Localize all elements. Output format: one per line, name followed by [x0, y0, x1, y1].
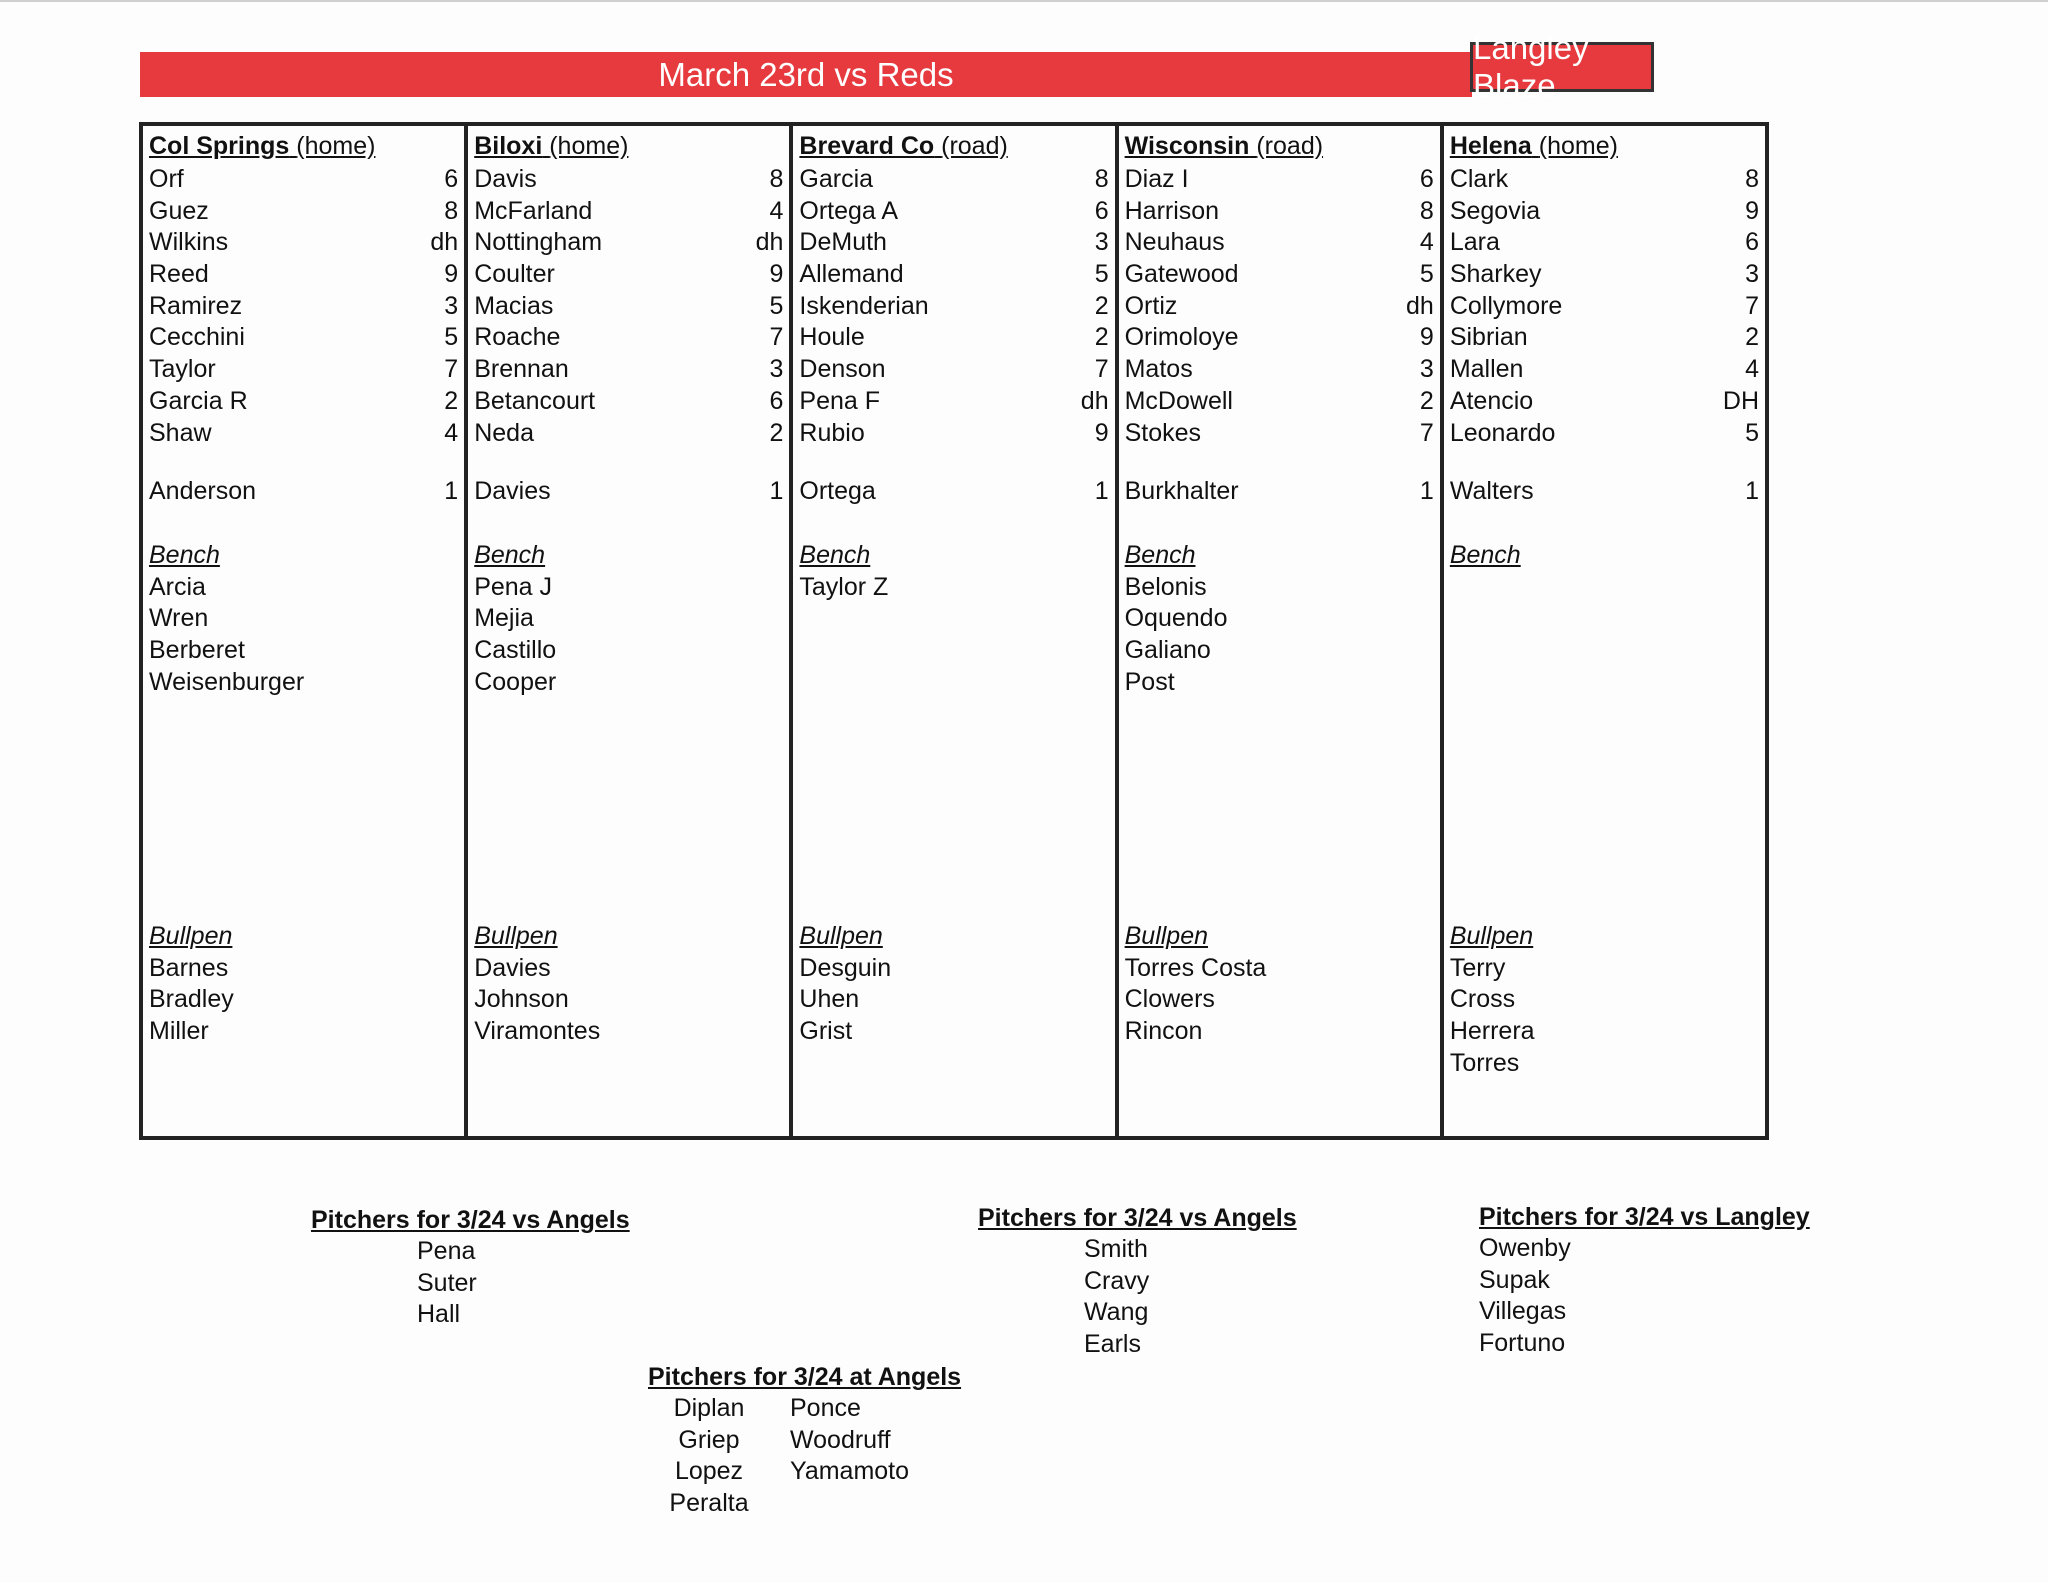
player-position: dh — [1080, 386, 1109, 415]
batting-lineup — [1125, 164, 1434, 449]
bench-section — [474, 540, 783, 699]
player-name: Matos — [1124, 355, 1193, 384]
bullpen-player: Rincon — [1124, 1017, 1203, 1046]
player-name: Diaz I — [1124, 165, 1189, 193]
player-position: 7 — [769, 323, 784, 352]
lineup-row — [1125, 386, 1434, 418]
pitcher-name: Fortuno — [1479, 1328, 1566, 1357]
player-position: 6 — [769, 386, 784, 415]
pitcher-name: Hall — [417, 1300, 461, 1328]
player-name: Roache — [474, 323, 561, 352]
bench-player: Taylor Z — [799, 572, 889, 601]
bench-player: Weisenburger — [149, 667, 305, 696]
bullpen-player: Viramontes — [474, 1017, 601, 1046]
player-position: 6 — [444, 165, 459, 193]
team-venue: (home) — [296, 132, 376, 160]
pitcher-position: 1 — [444, 477, 459, 505]
bench-player: Galiano — [1124, 636, 1211, 665]
lineup-row — [799, 227, 1108, 259]
player-name: Shaw — [149, 418, 212, 447]
pitcher-name: Burkhalter — [1124, 477, 1239, 505]
player-name: Guez — [149, 196, 209, 225]
pitchers-heading: Pitchers for 3/24 vs Langley — [1479, 1203, 1810, 1231]
batting-lineup — [474, 164, 783, 449]
player-name: Segovia — [1449, 196, 1541, 225]
team-venue: (road) — [941, 132, 1008, 160]
player-position: 8 — [1745, 165, 1760, 193]
lineup-row — [474, 259, 783, 291]
team-name: Col Springs — [149, 132, 290, 160]
team-header — [474, 132, 628, 161]
player-name: Neda — [474, 418, 534, 447]
lineup-row — [1125, 418, 1434, 450]
lineup-row — [149, 227, 458, 259]
player-name: Ortiz — [1124, 291, 1178, 320]
player-position: dh — [430, 228, 459, 257]
player-name: Pena F — [799, 386, 881, 415]
lineup-row — [799, 291, 1108, 323]
team-column — [1444, 126, 1765, 1136]
player-name: Allemand — [799, 260, 904, 289]
bullpen-player: Uhen — [799, 985, 860, 1014]
batting-lineup — [799, 164, 1108, 449]
pitchers-heading: Pitchers for 3/24 vs Angels — [311, 1206, 630, 1234]
lineup-row — [799, 386, 1108, 418]
bench-section — [799, 540, 1108, 603]
player-name: Macias — [474, 291, 554, 320]
pitcher-name: Wang — [1084, 1298, 1149, 1326]
pitcher-name: Pena — [417, 1237, 476, 1265]
player-name: Wilkins — [149, 228, 229, 257]
player-position: 9 — [1745, 196, 1760, 225]
bullpen-player: Grist — [799, 1017, 853, 1046]
player-name: Neuhaus — [1124, 228, 1225, 257]
player-name: Orf — [149, 165, 184, 193]
bench-player: Oquendo — [1124, 604, 1228, 633]
lineup-row — [1450, 354, 1759, 386]
pitcher-name: Woodruff — [790, 1425, 891, 1454]
pitcher-name: Griep — [678, 1425, 740, 1454]
player-name: Collymore — [1449, 291, 1563, 320]
team-column — [468, 126, 793, 1136]
pitchers-heading: Pitchers for 3/24 at Angels — [648, 1363, 962, 1391]
player-name: Sharkey — [1449, 260, 1542, 289]
lineup-row — [1125, 196, 1434, 228]
lineup-row — [799, 322, 1108, 354]
lineup-row — [149, 164, 458, 196]
player-position: 2 — [1094, 291, 1109, 320]
player-position: 7 — [1094, 355, 1109, 384]
starting-pitcher-row — [799, 476, 1108, 508]
lineup-row — [474, 322, 783, 354]
lineup-row — [474, 164, 783, 196]
player-name: Iskenderian — [799, 291, 929, 320]
player-name: Sibrian — [1449, 323, 1528, 352]
player-name: Coulter — [474, 260, 555, 289]
bench-player: Post — [1124, 667, 1175, 696]
pitcher-name: Ortega — [799, 477, 876, 505]
pitchers-group-2 — [978, 1202, 1297, 1360]
bullpen-player: Clowers — [1124, 985, 1215, 1014]
bench-label: Bench — [1124, 541, 1196, 569]
batting-lineup — [149, 164, 458, 449]
bullpen-section — [474, 921, 783, 1048]
team-column — [793, 126, 1118, 1136]
player-name: Clark — [1449, 165, 1509, 193]
lineup-row — [149, 322, 458, 354]
pitcher-position: 1 — [769, 477, 784, 505]
pitcher-name: Supak — [1479, 1265, 1550, 1294]
pitcher-name: Ponce — [790, 1394, 861, 1422]
lineup-row — [474, 418, 783, 450]
lineup-row — [149, 259, 458, 291]
lineup-row — [1125, 291, 1434, 323]
player-name: Cecchini — [149, 323, 245, 352]
player-position: dh — [755, 228, 784, 257]
player-position: 4 — [769, 196, 784, 225]
player-name: Leonardo — [1449, 418, 1556, 447]
player-name: Reed — [149, 260, 209, 289]
starting-pitcher-row — [1450, 476, 1759, 508]
player-position: 4 — [1419, 228, 1434, 257]
player-position: 6 — [1094, 196, 1109, 225]
team-header — [1125, 132, 1323, 161]
player-position: 2 — [1094, 323, 1109, 352]
player-position: 8 — [769, 165, 784, 193]
pitcher-name: Walters — [1449, 477, 1534, 505]
lineup-row — [1450, 386, 1759, 418]
lineup-row — [149, 354, 458, 386]
lineup-row — [1450, 322, 1759, 354]
lineup-row — [799, 164, 1108, 196]
bullpen-player: Terry — [1449, 953, 1506, 982]
player-name: Mallen — [1449, 355, 1524, 384]
player-position: 3 — [1419, 355, 1434, 384]
bullpen-player: Bradley — [149, 985, 234, 1014]
pitcher-name: Lopez — [674, 1457, 744, 1485]
player-name: Rubio — [799, 418, 865, 447]
player-name: McDowell — [1124, 386, 1233, 415]
lineup-row — [474, 196, 783, 228]
player-position: 9 — [769, 260, 784, 289]
player-position: 9 — [1419, 323, 1434, 352]
player-name: Ortega A — [799, 196, 899, 225]
player-name: Stokes — [1124, 418, 1202, 447]
lineup-row — [1450, 418, 1759, 450]
player-position: 2 — [444, 386, 459, 415]
player-name: McFarland — [474, 196, 593, 225]
lineup-row — [1125, 164, 1434, 196]
player-name: Taylor — [149, 355, 216, 384]
pitcher-name: Villegas — [1479, 1297, 1567, 1325]
lineup-row — [1450, 164, 1759, 196]
bullpen-player: Cross — [1449, 985, 1516, 1014]
lineup-row — [799, 418, 1108, 450]
team-column — [1119, 126, 1444, 1136]
team-venue: (home) — [1538, 132, 1618, 160]
player-position: 5 — [1745, 418, 1760, 447]
player-name: Nottingham — [474, 228, 603, 257]
player-position: 8 — [1094, 165, 1109, 193]
player-name: Gatewood — [1124, 260, 1239, 289]
pitcher-position: 1 — [1419, 477, 1434, 505]
player-position: 2 — [1745, 323, 1760, 352]
team-venue: (home) — [549, 132, 629, 160]
player-name: Lara — [1449, 228, 1500, 257]
player-position: 4 — [1745, 355, 1760, 384]
lineup-row — [799, 354, 1108, 386]
team-header — [149, 132, 375, 161]
team-name: Helena — [1449, 132, 1532, 160]
pitcher-name: Owenby — [1479, 1234, 1571, 1262]
lineup-row — [1125, 227, 1434, 259]
lineup-grid — [139, 122, 1769, 1140]
pitcher-name: Cravy — [1084, 1266, 1150, 1295]
player-name: Garcia R — [149, 386, 248, 415]
lineup-row — [1450, 227, 1759, 259]
lineup-row — [474, 291, 783, 323]
pitcher-name: Earls — [1084, 1329, 1141, 1358]
lineup-row — [149, 196, 458, 228]
bullpen-section — [1450, 921, 1759, 1080]
bench-label: Bench — [474, 541, 546, 569]
player-name: Betancourt — [474, 386, 596, 415]
player-name: Atencio — [1449, 386, 1534, 415]
pitchers-heading: Pitchers for 3/24 vs Angels — [978, 1204, 1297, 1232]
bench-section — [1125, 540, 1434, 699]
bench-player: Wren — [149, 604, 209, 633]
bench-player: Cooper — [474, 667, 557, 696]
lineup-row — [474, 386, 783, 418]
pitcher-name: Diplan — [673, 1394, 745, 1422]
pitcher-name: Smith — [1084, 1235, 1148, 1263]
bench-player: Pena J — [474, 572, 553, 601]
player-name: Ramirez — [149, 291, 243, 320]
bullpen-player: Miller — [149, 1017, 209, 1046]
bench-label: Bench — [1449, 541, 1521, 569]
team-header — [1450, 132, 1618, 161]
player-position: 7 — [444, 355, 459, 384]
bullpen-player: Davies — [474, 953, 551, 982]
player-position: 2 — [769, 418, 784, 447]
lineup-row — [1125, 259, 1434, 291]
player-name: Brennan — [474, 355, 569, 384]
page-top-edge — [0, 0, 2048, 2]
player-position: 9 — [444, 260, 459, 289]
starting-pitcher-row — [474, 476, 783, 508]
player-position: 5 — [444, 323, 459, 352]
pitcher-name: Suter — [417, 1268, 477, 1297]
player-position: 7 — [1745, 291, 1760, 320]
lineup-row — [1125, 354, 1434, 386]
player-name: Davis — [474, 165, 537, 193]
team-venue: (road) — [1256, 132, 1324, 160]
bench-section — [1450, 540, 1759, 572]
team-column — [143, 126, 468, 1136]
bullpen-player: Johnson — [474, 985, 569, 1014]
lineup-row — [1450, 196, 1759, 228]
lineup-row — [149, 386, 458, 418]
bullpen-player: Desguin — [799, 953, 892, 982]
player-position: 3 — [769, 355, 784, 384]
lineup-row — [149, 291, 458, 323]
player-position: 8 — [444, 196, 459, 225]
pitcher-position: 1 — [1094, 477, 1109, 505]
bullpen-section — [799, 921, 1108, 1048]
team-name: Biloxi — [474, 132, 543, 160]
player-position: 6 — [1419, 165, 1434, 193]
bench-player: Belonis — [1124, 572, 1207, 601]
player-name: Denson — [799, 355, 886, 384]
player-name: Orimoloye — [1124, 323, 1239, 352]
pitcher-name: Anderson — [149, 477, 257, 505]
bullpen-label: Bullpen — [1124, 922, 1209, 950]
bullpen-section — [1125, 921, 1434, 1048]
lineup-row — [149, 418, 458, 450]
bench-label: Bench — [799, 541, 871, 569]
bullpen-section — [149, 921, 458, 1048]
player-position: 3 — [1094, 228, 1109, 257]
player-position: dh — [1406, 291, 1434, 320]
team-header — [799, 132, 1007, 161]
team-name: Brevard Co — [799, 132, 935, 160]
bench-section — [149, 540, 458, 699]
player-position: 6 — [1745, 228, 1760, 257]
player-name: Garcia — [799, 165, 874, 193]
player-name: Harrison — [1124, 196, 1220, 225]
lineup-row — [474, 354, 783, 386]
page-title: March 23rd vs Reds — [140, 52, 1472, 97]
player-position: 5 — [769, 291, 784, 320]
player-position: 5 — [1419, 260, 1434, 289]
lineup-row — [799, 196, 1108, 228]
bullpen-label: Bullpen — [149, 922, 233, 950]
pitcher-position: 1 — [1745, 477, 1760, 505]
player-position: 7 — [1419, 418, 1434, 447]
bullpen-player: Herrera — [1449, 1017, 1535, 1046]
player-position: 2 — [1419, 386, 1434, 415]
player-position: 3 — [1745, 260, 1760, 289]
starting-pitcher-row — [149, 476, 458, 508]
player-position: 4 — [444, 418, 459, 447]
pitchers-group-1 — [311, 1204, 630, 1331]
batting-lineup — [1450, 164, 1759, 449]
pitcher-name: Davies — [474, 477, 551, 505]
pitcher-name: Peralta — [669, 1488, 749, 1517]
player-position: 9 — [1094, 418, 1109, 447]
bench-label: Bench — [149, 541, 220, 569]
pitchers-group-3 — [1479, 1201, 1810, 1359]
lineup-row — [1450, 259, 1759, 291]
bullpen-player: Torres — [1449, 1048, 1520, 1077]
lineup-row — [1125, 322, 1434, 354]
bullpen-label: Bullpen — [474, 922, 558, 950]
bullpen-label: Bullpen — [799, 922, 883, 950]
player-name: DeMuth — [799, 228, 887, 257]
pitcher-name: Yamamoto — [790, 1457, 910, 1485]
bench-player: Berberet — [149, 636, 245, 665]
player-position: 5 — [1094, 260, 1109, 289]
bullpen-player: Barnes — [149, 953, 229, 982]
team-name: Wisconsin — [1124, 132, 1250, 160]
lineup-row — [799, 259, 1108, 291]
lineup-row — [474, 227, 783, 259]
bench-player: Arcia — [149, 572, 206, 601]
team-name-box: Langley Blaze — [1470, 42, 1654, 92]
bench-player: Castillo — [474, 636, 557, 665]
bullpen-player: Torres Costa — [1124, 953, 1267, 982]
bullpen-label: Bullpen — [1449, 922, 1534, 950]
pitchers-group-4 — [648, 1361, 961, 1519]
lineup-row — [1450, 291, 1759, 323]
player-position: DH — [1722, 386, 1760, 415]
bench-player: Mejia — [474, 604, 534, 633]
player-position: 3 — [444, 291, 459, 320]
player-position: 8 — [1419, 196, 1434, 225]
player-name: Houle — [799, 323, 865, 352]
starting-pitcher-row — [1125, 476, 1434, 508]
